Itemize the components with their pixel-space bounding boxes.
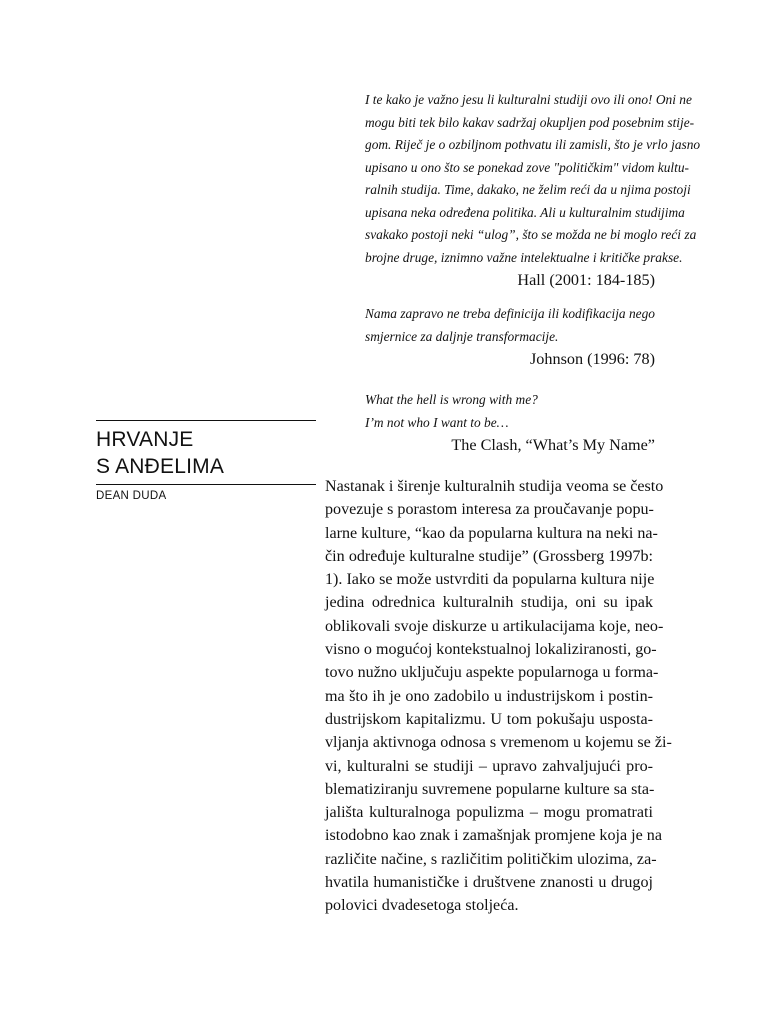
body-line: tovo nužno uključuju aspekte popularnoga u forma- [325,664,659,682]
body-paragraph [325,475,672,918]
epigraph-line: upisano u ono što se ponekad zove "političkim" vidom kultu- [365,159,690,175]
body-line: vljanja aktivnoga odnosa s vremenom u kojemu se ži- [325,734,672,752]
epigraph-line: gom. Riječ je o ozbiljnom pothvatu ili zamisli, što je vrlo jasno [365,137,701,152]
epigraph-source: Hall (2001: 184-185) [517,271,655,289]
article-title-line: S ANĐELIMA [96,455,225,478]
epigraph-johnson [365,303,655,370]
epigraph-line: brojne druge, iznimno važne intelektualne i kritičke prakse. [365,249,683,265]
body-line: vi, kulturalni se studiji – upravo zahvaljujući pro- [325,757,653,775]
body-line: hvatila humanističke i društvene znanosti u drugoj [325,874,653,892]
body-line: jališta kulturalnoga populizma – mogu promatrati [325,804,653,822]
epigraph-line: ralnih studija. Time, dakako, ne želim reći da u njima postoji [365,182,691,197]
body-line: larne kulture, “kao da popularna kultura na neki na- [325,524,658,542]
epigraph-source: The Clash, “What’s My Name” [451,436,655,454]
epigraph-quote [365,389,655,434]
epigraph-clash [365,389,655,456]
article-title-line: HRVANJE [96,428,194,451]
body-line: čin određuje kulturalne studije” (Grossberg 1997b: [325,547,653,565]
title-rule-top [96,420,316,421]
epigraph-line: smjernice za daljnje transformacije. [365,328,559,344]
epigraph-quote [365,303,655,348]
body-line: jedina odrednica kulturalnih studija, oni su ipak [325,594,653,612]
body-line: oblikovali svoje diskurze u artikulacijama koje, neo- [325,617,664,635]
body-line: ma što ih je ono zadobilo u industrijskom i postin- [325,687,653,705]
body-line: različite načine, s različitim političkim ulozima, za- [325,850,657,868]
body-line: dustrijskom kapitalizmu. U tom pokušaju usposta- [325,710,653,728]
body-line: istodobno kao znak i zamašnjak promjene koja je na [325,827,662,845]
epigraph-line: mogu biti tek bilo kakav sadržaj okupljen pod posebnim stije- [365,114,695,130]
body-line: blematiziranju suvremene popularne kulture sa sta- [325,780,655,798]
epigraph-hall [365,89,701,291]
epigraph-line: Nama zapravo ne treba definicija ili kodifikacija nego [365,306,655,321]
body-line: 1). Iako se može ustvrditi da popularna kultura nije [325,571,655,589]
epigraph-quote [365,89,701,269]
body-line: polovici dvadesetoga stoljeća. [325,897,519,915]
author-name: DEAN DUDA [96,490,167,502]
epigraph-source: Johnson (1996: 78) [529,350,655,368]
body-line: visno o mogućoj kontekstualnoj lokaliziranosti, go- [325,641,657,659]
body-line: povezuje s porastom interesa za proučavanje popu- [325,501,654,519]
body-line: Nastanak i širenje kulturalnih studija veoma se često [325,478,664,495]
epigraph-line: I te kako je važno jesu li kulturalni studiji ovo ili ono! Oni ne [365,92,692,107]
epigraph-line: svakako postoji neki “ulog”, što se možda ne bi moglo reći za [365,227,697,242]
epigraph-line: I’m not who I want to be… [365,414,509,430]
title-rule-bottom [96,484,316,485]
article-title [96,426,224,480]
epigraph-line: What the hell is wrong with me? [365,392,538,407]
epigraph-line: upisana neka određena politika. Ali u kulturalnim studijima [365,204,685,220]
